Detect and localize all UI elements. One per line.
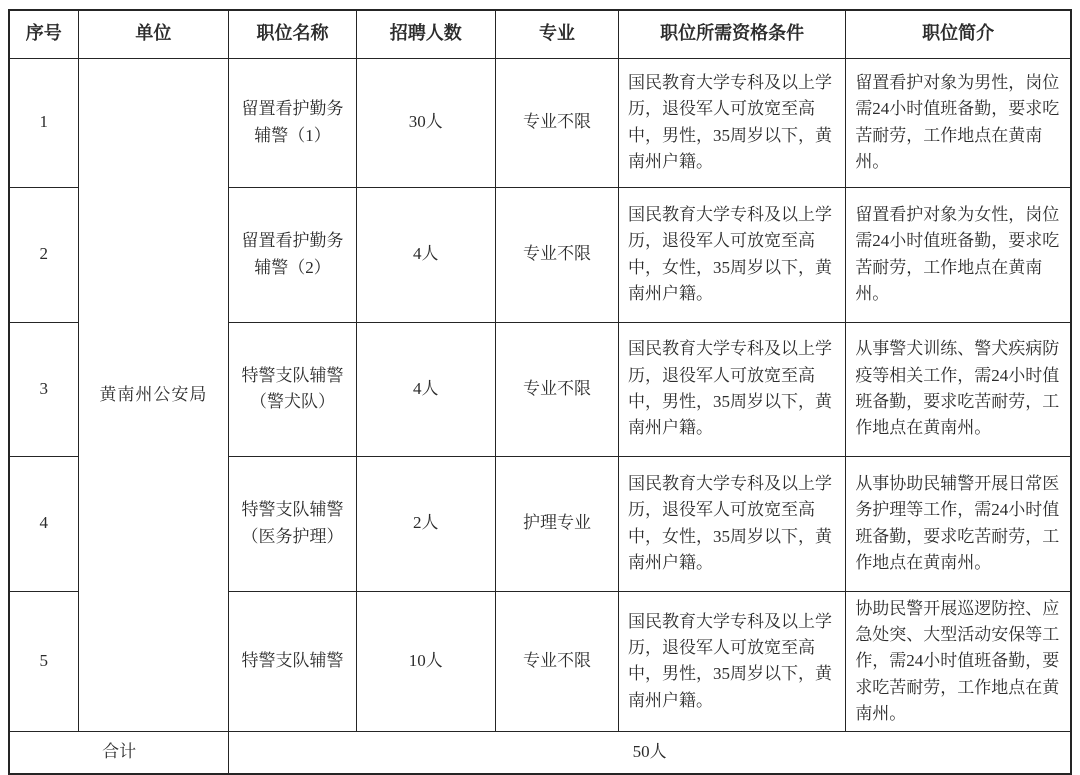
cell-qualifications: 国民教育大学专科及以上学历，退役军人可放宽至高中，男性，35周岁以下，黄南州户籍。 — [619, 591, 846, 732]
header-count: 招聘人数 — [356, 10, 495, 58]
cell-no: 4 — [9, 456, 78, 591]
table-row — [9, 58, 1071, 187]
header-unit: 单位 — [78, 10, 229, 58]
cell-title: 特警支队辅警 — [229, 591, 356, 732]
cell-no: 2 — [9, 187, 78, 322]
cell-title: 留置看护勤务辅警（1） — [229, 58, 356, 187]
total-value: 50人 — [229, 732, 1071, 774]
cell-summary: 从事协助民辅警开展日常医务护理等工作，需24小时值班备勤，要求吃苦耐劳，工作地点在黄南州。 — [846, 456, 1071, 591]
total-label: 合计 — [9, 732, 229, 774]
header-no: 序号 — [9, 10, 78, 58]
cell-major: 专业不限 — [495, 187, 618, 322]
cell-title: 特警支队辅警（警犬队） — [229, 322, 356, 456]
cell-summary: 协助民警开展巡逻防控、应急处突、大型活动安保等工作，需24小时值班备勤，要求吃苦耐劳，工作地点在黄南州。 — [846, 591, 1071, 732]
header-summary: 职位简介 — [846, 10, 1071, 58]
cell-no: 1 — [9, 58, 78, 187]
cell-count: 10人 — [356, 591, 495, 732]
header-title: 职位名称 — [229, 10, 356, 58]
cell-count: 2人 — [356, 456, 495, 591]
cell-summary: 从事警犬训练、警犬疾病防疫等相关工作，需24小时值班备勤，要求吃苦耐劳，工作地点在黄南州。 — [846, 322, 1071, 456]
cell-unit: 黄南州公安局 — [78, 58, 229, 732]
cell-count: 4人 — [356, 187, 495, 322]
cell-no: 3 — [9, 322, 78, 456]
cell-qualifications: 国民教育大学专科及以上学历，退役军人可放宽至高中，男性，35周岁以下，黄南州户籍。 — [619, 58, 846, 187]
cell-major: 护理专业 — [495, 456, 618, 591]
header-row — [9, 10, 1071, 58]
cell-count: 4人 — [356, 322, 495, 456]
cell-major: 专业不限 — [495, 591, 618, 732]
recruitment-table — [8, 9, 1072, 775]
total-row — [9, 732, 1071, 774]
cell-count: 30人 — [356, 58, 495, 187]
cell-no: 5 — [9, 591, 78, 732]
cell-qualifications: 国民教育大学专科及以上学历，退役军人可放宽至高中，男性，35周岁以下，黄南州户籍。 — [619, 322, 846, 456]
cell-major: 专业不限 — [495, 322, 618, 456]
header-qualifications: 职位所需资格条件 — [619, 10, 846, 58]
cell-summary: 留置看护对象为女性，岗位需24小时值班备勤，要求吃苦耐劳，工作地点在黄南州。 — [846, 187, 1071, 322]
cell-title: 特警支队辅警（医务护理） — [229, 456, 356, 591]
header-major: 专业 — [495, 10, 618, 58]
cell-major: 专业不限 — [495, 58, 618, 187]
cell-summary: 留置看护对象为男性，岗位需24小时值班备勤，要求吃苦耐劳，工作地点在黄南州。 — [846, 58, 1071, 187]
cell-qualifications: 国民教育大学专科及以上学历，退役军人可放宽至高中，女性，35周岁以下，黄南州户籍。 — [619, 456, 846, 591]
cell-qualifications: 国民教育大学专科及以上学历，退役军人可放宽至高中，女性，35周岁以下，黄南州户籍。 — [619, 187, 846, 322]
cell-title: 留置看护勤务辅警（2） — [229, 187, 356, 322]
